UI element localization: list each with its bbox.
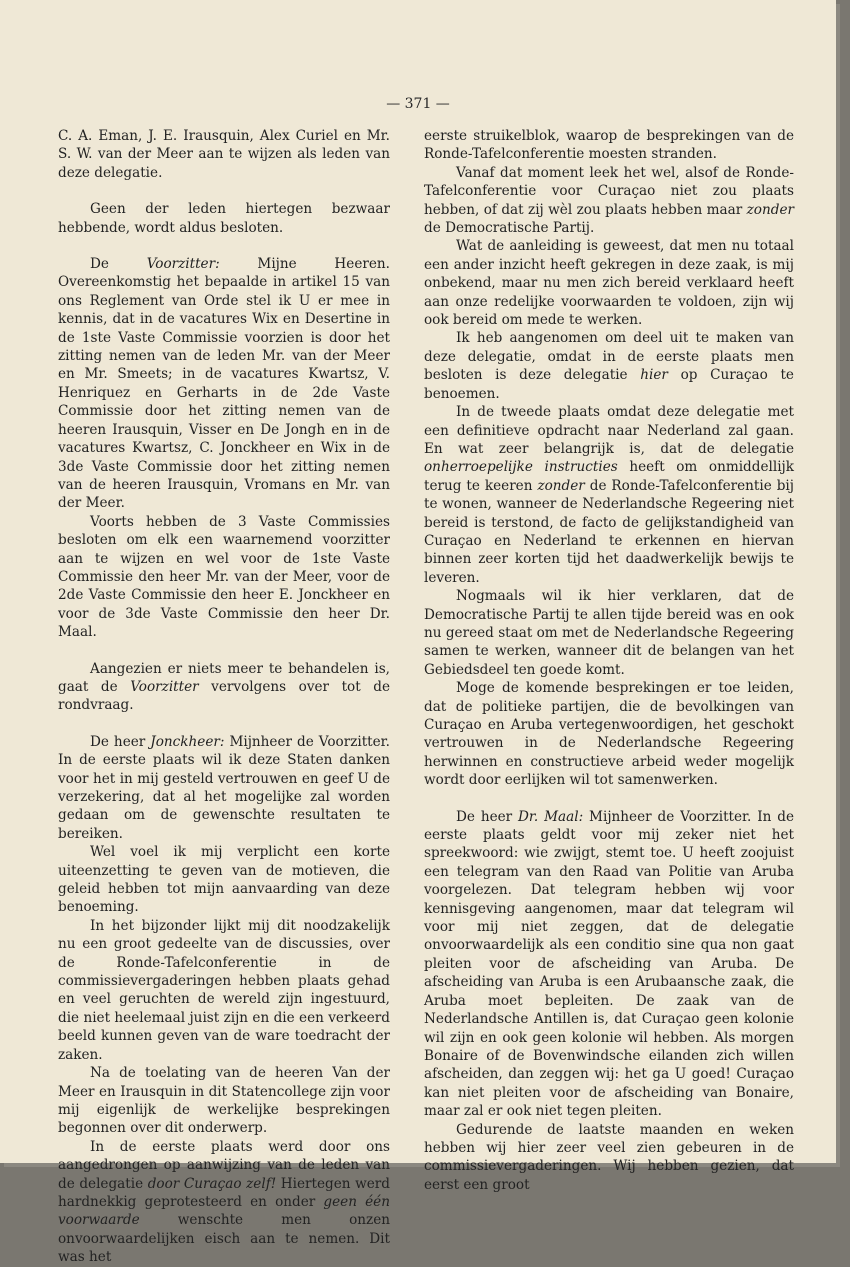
- paragraph-text: vervolgens over tot de rondvraag.: [58, 678, 390, 714]
- paragraph: Moge de komende besprekingen er toe leiden, dat de politieke partijen, die de bevolkingen van Curaçao en Aruba vertegenwoordigen, het geschokt vertrouwen in de Nederlandsche Regeering herwinnen en constructieve arbeid weder mogelijk wordt door eerlijken wil tot samenwerken.: [424, 680, 794, 789]
- paragraph-text: Mijnheer de Voorzitter. In de eerste plaats geldt voor mij zeker niet het spreekwoord: wie zwijgt, stemt toe. U heeft zoojuist een telegram van den Raad van Politie van Aruba voorgelezen. Dat telegram hebben wij voor kennisgeving aangenomen, maar dat telegram wil voor mij niet zeggen, dat de delegatie onvoorwaardelijk als een conditio sine qua non gaat pleiten voor de afscheiding van Aruba. De afscheiding van Aruba is een Arubaansche zaak, die Aruba moet bepleiten. De zaak van de Nederlandsche Antillen is, dat Curaçao geen kolonie wil zijn en ook geen kolonie wil hebben. Als morgen Bonaire of de Bovenwindsche eilanden zich willen afscheiden, dan zeggen wij: het ga U goed! Curaçao kan niet pleiten voor de afscheiding van Bonaire, maar zal er ook niet tegen pleiten.: [424, 808, 794, 1120]
- paragraph-text: de Democratische Partij.: [424, 220, 595, 237]
- paragraph-text: Hiertegen werd hardnekkig geprotesteerd en onder: [58, 1175, 390, 1210]
- paragraph: [424, 164, 794, 238]
- paragraph-text: Aangezien er niets meer te behandelen is, gaat de: [58, 660, 390, 695]
- paragraph: Geen der leden hiertegen bezwaar hebbende, wordt aldus besloten.: [58, 201, 390, 236]
- page-number: — 371 —: [386, 96, 450, 112]
- paragraph: eerste struikelblok, waarop de besprekingen van de Ronde-Tafelconferentie moesten stranden.: [424, 128, 794, 163]
- paragraph: De Voorzitter: Mijne Heeren. Overeenkomstig het bepaalde in artikel 15 van ons Reglement van Orde stel ik U er mee in kennis, dat in de vacatures Wix en Desertine in de 1ste Vaste Commissie voorzien is door het zitting nemen van de leden Mr. van der Meer en Mr. Smeets; in de vacatures Kwartsz, V. Henriquez en Gerharts in de 2de Vaste Commissie door het zitting nemen van de heeren Irausquin, Visser en De Jongh en in de vacatures Kwartsz, C. Jonckheer en Wix in de 3de Vaste Commissie door het zitting nemen van de heeren Irausquin, Vromans en Mr. van der Meer.: [58, 256, 390, 512]
- emphasis: zonder: [746, 201, 794, 218]
- paragraph-text: wenschte men onzen onvoorwaardelijken eisch aan te nemen. Dit was het: [58, 1212, 390, 1266]
- paragraph: In het bijzonder lijkt mij dit noodzakelijk nu een groot gedeelte van de discussies, over de Ronde-Tafelconferentie in de commissievergaderingen hebben plaats gehad en veel geruchten de wereld zijn ingestuurd, die niet heelemaal juist zijn en die een verkeerd beeld kunnen geven van de ware toedracht der zaken.: [58, 917, 390, 1063]
- emphasis: Voorzitter: [130, 678, 199, 695]
- paragraph: [58, 733, 390, 843]
- paragraph: Voorts hebben de 3 Vaste Commissies besloten om elk een waarnemend voorzitter aan te wijzen en wel voor de 1ste Vaste Commissie den heer Mr. van der Meer, voor de 2de Vaste Commissie den heer E. Jonckheer en voor de 3de Vaste Commissie den heer Dr. Maal.: [58, 513, 390, 641]
- emphasis: zonder: [537, 477, 585, 494]
- paragraph-text: De heer: [90, 733, 151, 750]
- paragraph-text: De heer: [456, 808, 519, 825]
- paragraph-text: op Curaçao te benoemen.: [424, 367, 794, 402]
- paragraph: In de tweede plaats omdat deze delegatie met een definitieve opdracht naar Nederland zal gaan. En wat zeer belangrijk is, dat de delegatie onherroepelijke instructies heeft om onmiddellijk terug te keeren zonder de Ronde-Tafelconferentie bij te wonen, wanneer de Nederlandsche Regeering niet bereid is terstond, de facto de gelijkstandigheid van Curaçao en Nederland te erkennen en hiervan binnen zeer korten tijd het daadwerkelijk bewijs te leveren.: [424, 404, 795, 586]
- paragraph-text: Vanaf dat moment leek het wel, alsof de Ronde-Tafelconferentie voor Curaçao niet zou plaats hebben, of dat zij wèl zou plaats hebben maar: [424, 164, 794, 218]
- paragraph-text: Mijnheer de Voorzitter. In de eerste plaats wil ik deze Staten danken voor het in mij gesteld vertrouwen en geef U de verzekering, dat al het mogelijke zal worden gedaan om de gewenschte resultaten te bereiken.: [58, 733, 390, 842]
- emphasis: geen één voorwaarde: [58, 1193, 390, 1229]
- emphasis: door Curaçao zelf!: [147, 1175, 277, 1192]
- paragraph: [58, 1138, 390, 1267]
- paragraph: Nogmaals wil ik hier verklaren, dat de Democratische Partij te allen tijde bereid was en ook nu gereed staat om met de Nederlandsche Regeering samen te werken, wanneer dit de belangen van het Gebiedsdeel ten goede komt.: [424, 588, 794, 678]
- paragraph: [424, 808, 794, 1121]
- paragraph-text: In de eerste plaats werd door ons aangedrongen op aanwijzing van de leden van de delegatie: [58, 1138, 390, 1192]
- left-column: [58, 127, 390, 1267]
- paragraph: Na de toelating van de heeren Van der Meer en Irausquin in dit Statencollege zijn voor mij eigenlijk de werkelijke besprekingen begonnen over dit onderwerp.: [58, 1065, 390, 1137]
- right-column: [424, 127, 794, 1194]
- speaker-name: Jonckheer:: [150, 733, 225, 750]
- paragraph-text: Ik heb aangenomen om deel uit te maken van deze delegatie, omdat in de eerste plaats men besloten is deze delegatie: [424, 330, 794, 384]
- paragraph-text: Mijne Heeren. Overeenkomstig het bepaalde in artikel 15 van ons Reglement van Orde stel ik U er mee in kennis, dat in de vacatures Wix en Desertine in de 1ste Vaste Commissie voorzien is door het zitting nemen van de leden Mr. van der Meer en Mr. Smeets; in de vacatures Kwartsz, V. Henriquez en Gerharts in de 2de Vaste Commissie door het zitting nemen van de heeren Irausquin, Visser en De Jongh en in de vacatures Kwartsz, C. Jonckheer en Wix in de 3de Vaste Commissie door het zitting nemen van de heeren Irausquin, Vromans en Mr. van der Meer.: [58, 256, 390, 512]
- paragraph: Wel voel ik mij verplicht een korte uiteenzetting te geven van de motieven, die geleid hebben tot mijn aanvaarding van deze benoeming.: [58, 844, 390, 916]
- speaker-name: Dr. Maal:: [518, 808, 584, 825]
- paragraph: [58, 660, 390, 715]
- paragraph: Wat de aanleiding is geweest, dat men nu totaal een ander inzicht heeft gekregen in deze zaak, is mij onbekend, maar nu men zich bereid verklaard heeft aan onze redelijke voorwaarden te voldoen, zijn wij ook bereid om mede te werken.: [424, 238, 794, 329]
- emphasis: onherroepelijke instructies: [424, 459, 618, 476]
- emphasis: hier: [640, 367, 668, 384]
- speaker-name: Voorzitter:: [146, 256, 220, 273]
- paragraph: [424, 329, 794, 403]
- paragraph: Gedurende de laatste maanden en weken hebben wij hier zeer veel zien gebeuren in de commissievergaderingen. Wij hebben gezien, dat eerst een groot: [424, 1121, 794, 1193]
- paragraph: C. A. Eman, J. E. Irausquin, Alex Curiel en Mr. S. W. van der Meer aan te wijzen als leden van deze delegatie.: [58, 128, 390, 181]
